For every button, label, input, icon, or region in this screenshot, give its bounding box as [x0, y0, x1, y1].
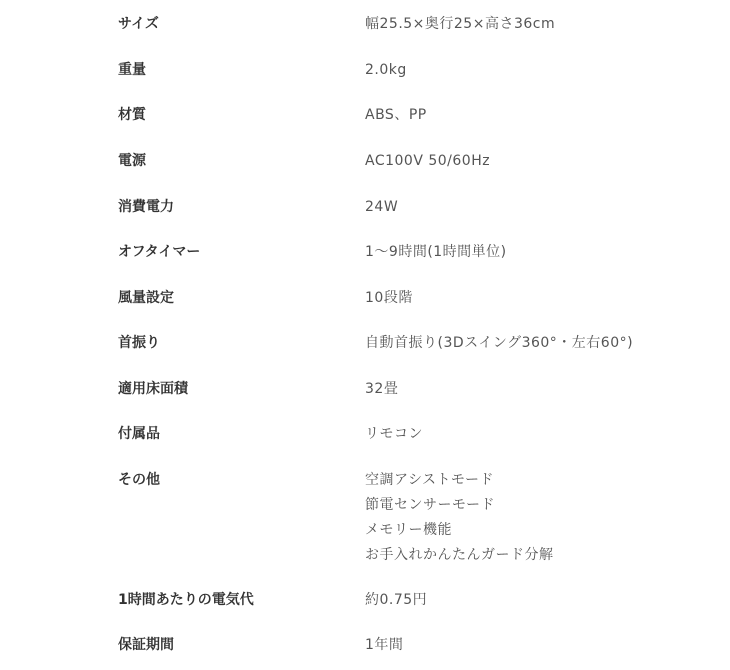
- spec-value: 24W: [365, 199, 399, 215]
- spec-value: 2.0kg: [365, 62, 407, 78]
- spec-value: 1～9時間(1時間単位): [365, 244, 507, 260]
- spec-value-line: メモリー機能: [365, 522, 452, 538]
- spec-value: 32畳: [365, 381, 399, 397]
- spec-value-line: 空調アシストモード: [365, 472, 494, 488]
- spec-value: 約0.75円: [365, 592, 428, 608]
- spec-value: 10段階: [365, 290, 413, 306]
- spec-label: 風量設定: [118, 290, 174, 306]
- spec-label: 材質: [118, 107, 146, 123]
- spec-value-line: 節電センサーモード: [365, 497, 495, 513]
- spec-label: 1時間あたりの電気代: [118, 592, 254, 608]
- spec-value: 1年間: [365, 637, 404, 653]
- spec-label: オフタイマー: [118, 244, 201, 260]
- spec-label: 電源: [118, 153, 146, 169]
- spec-value: 自動首振り(3Dスイング360°・左右60°): [365, 335, 634, 351]
- spec-label: 重量: [118, 62, 146, 78]
- spec-value: 幅25.5×奥行25×高さ36cm: [365, 16, 556, 32]
- spec-value: ABS、PP: [365, 107, 427, 123]
- spec-value: リモコン: [365, 426, 423, 442]
- spec-label: 適用床面積: [118, 381, 188, 397]
- spec-value-line: お手入れかんたんガード分解: [365, 547, 554, 563]
- spec-label: サイズ: [118, 16, 159, 32]
- spec-value-list: [365, 470, 554, 570]
- spec-label: 消費電力: [118, 199, 174, 215]
- spec-label: 首振り: [118, 335, 160, 351]
- spec-value: AC100V 50/60Hz: [365, 153, 491, 169]
- spec-label: その他: [118, 472, 160, 488]
- spec-label: 保証期間: [118, 637, 174, 653]
- spec-label: 付属品: [118, 426, 160, 442]
